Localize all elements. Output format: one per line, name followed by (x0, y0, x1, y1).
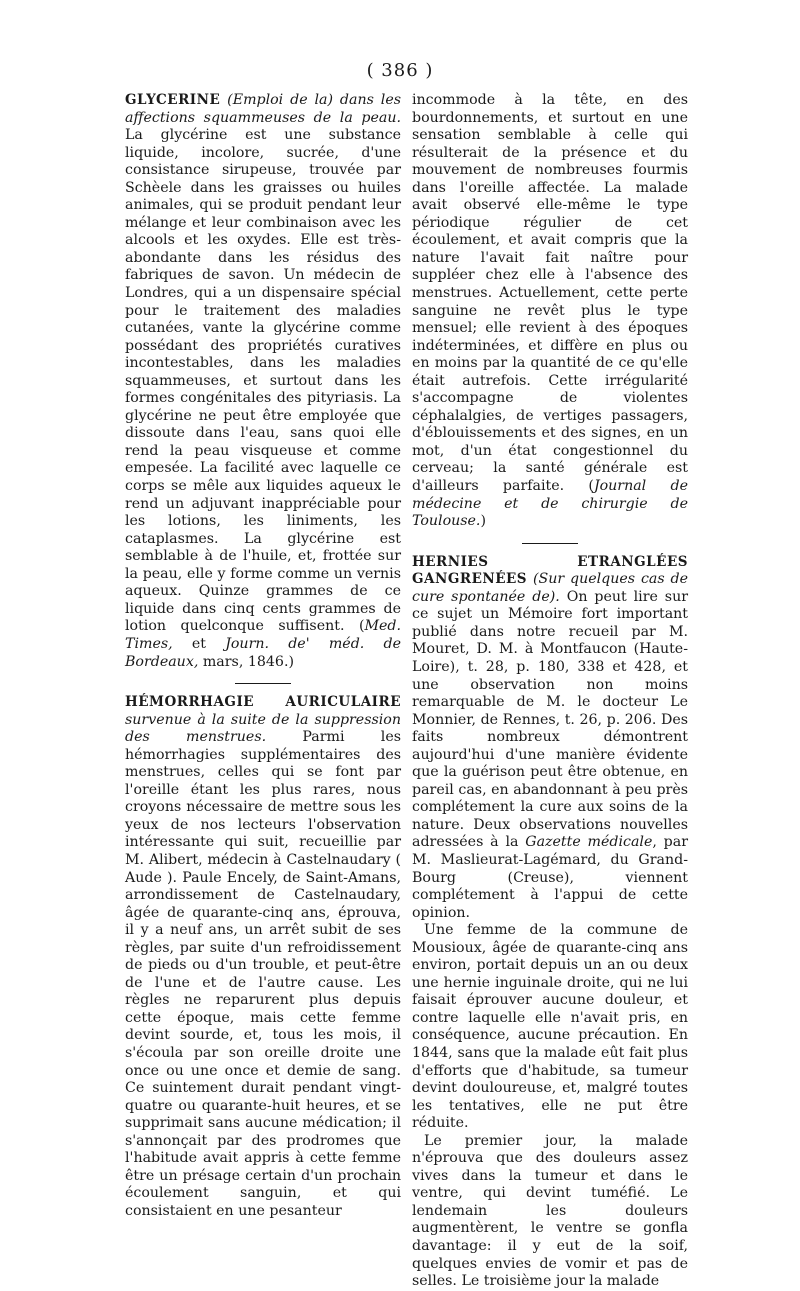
source-connector: et (172, 635, 226, 652)
article-hernies (412, 554, 688, 922)
article-subtitle: (Sur quelques cas de cure spontanée de). (412, 571, 688, 605)
page-number: ( 386 ) (366, 60, 434, 81)
source-citation: Journal de médecine et de chirurgie de Toulouse. (412, 478, 688, 530)
source-date: mars, 1846.) (198, 653, 294, 670)
left-column (125, 92, 401, 1220)
article-continuation (412, 92, 688, 531)
article-glycerine (125, 92, 401, 671)
paragraph-case: Une femme de la commune de Mousioux, âgée de quarante-cinq ans environ, portait depuis un an ou deux une hernie inguinale droite, qui ne lui faisait éprouver aucune douleur, et contre laquelle elle n'avait pris, en conséquence, aucune précaution. En 1844, sans que la malade eût fait plus d'efforts que d'habitude, sa tumeur devint douloureuse, et, malgré toutes les tentatives, elle ne put être réduite. (412, 922, 688, 1132)
article-body: La glycérine est une substance liquide, incolore, sucrée, d'une consistance sirupeuse, trouvée par Schèele dans les graisses ou huiles animales, qui se produit pendant leur mélange et leur combinaison avec les alcools et les oxydes. Elle est très-abondante dans les résidus des fabriques de savon. Un médecin de Londres, qui a un dispensaire spécial pour le traitement des maladies cutanées, vante la glycérine comme possédant des propriétés curatives incontestables, dans les maladies squammeuses, et surtout dans les formes congénitales des pityriasis. La glycérine ne peut être employée que dissoute dans l'eau, sans quoi elle rend la peau visqueuse et comme empesée. La facilité avec laquelle ce corps se mêle aux liquides aqueux le rend un adjuvant inappréciable pour les lotions, les liniments, les cataplasmes. La glycérine est semblable à de l'huile, et, frottée sur la peau, elle y forme comme un vernis aqueux. Quinze grammes de ce liquide dans cinq cents grammes de lotion quelconque suffisent. ( (125, 127, 401, 635)
article-body: On peut lire sur ce sujet un Mémoire fort important publié dans notre recueil par M. Mouret, D. M. à Montfaucon (Haute-Loire), t. 28, p. 180, 338 et 428, et une observation non moins remarquable de M. le docteur Le Monnier, de Rennes, t. 26, p. 206. Des faits nombreux démontrent aujourd'hui d'une manière évidente que la guérison peut être obtenue, en pareil cas, en abandonnant à peu près complétement la cure aux soins de la nature. Deux observations nouvelles adressées à la (412, 588, 688, 851)
section-divider (235, 683, 291, 684)
article-heading: GLYCERINE (125, 92, 221, 108)
section-divider (522, 543, 578, 544)
article-body: Parmi les hémorrhagies supplémentaires des menstrues, celles qui se font par l'oreille étant les plus rares, nous croyons nécessaire de mettre sous les yeux de nos lecteurs l'observation intéressante qui suit, recueillie par M. Alibert, médecin à Castelnaudary ( Aude ). Paule Encely, de Saint-Amans, arrondissement de Castelnaudary, âgée de quarante-cinq ans, éprouva, il y a neuf ans, un arrêt subit de ses règles, par suite d'un refroidissement de pieds ou d'un trouble, et peut-être de l'une et de l'autre cause. Les règles ne reparurent plus depuis cette époque, mais cette femme devint sourde, et, tous les mois, il s'écoula par son oreille droite une once ou une once et demie de sang. Ce suintement durait pendant vingt-quatre ou quarante-huit heures, et se supprimait sans aucune médication; il s'annonçait par des prodromes que l'habitude avait appris à cette femme être un présage certain d'un prochain écoulement sanguin, et qui consistaient en une pesanteur (125, 729, 402, 1219)
journal-name: Gazette médicale (525, 834, 653, 851)
source-citation: Med. Times, (125, 618, 401, 652)
article-subtitle: (Emploi de la) dans les affections squammeuses de la peau. (125, 92, 401, 126)
source-citation-2: Journ. de' méd. de Bordeaux, (125, 635, 401, 670)
article-body-end: , par M. Maslieurat-Lagémard, du Grand-Bourg (Creuse), viennent complétement à l'appui de cette opinion. (412, 834, 689, 921)
source-end: ) (480, 513, 486, 530)
article-subtitle: survenue à la suite de la suppression des menstrues. (125, 711, 401, 746)
article-heading: HÉMORRHAGIE AURICULAIRE (125, 694, 401, 711)
article-body: incommode à la tête, en des bourdonnements, et surtout en une sensation semblable à celle qui résulterait de la présence et du mouvement de nombreuses fourmis dans l'oreille affectée. La malade avait observé elle-même le type périodique régulier de cet écoulement, et avait compris que la nature l'avait fait naître pour suppléer chez elle à l'absence des menstrues. Actuellement, cette perte sanguine ne revêt plus le type mensuel; elle revient à des époques indéterminées, et diffère en plus ou en moins par la quantité de ce qu'elle était autrefois. Cette irrégularité s'accompagne de violentes céphalalgies, de vertiges passagers, d'éblouissements et des signes, en un mot, d'un état congestionnel du cerveau; la santé générale est d'ailleurs parfaite. ( (412, 92, 688, 495)
paragraph-first-day: Le premier jour, la malade n'éprouva que des douleurs assez vives dans la tumeur et dans le ventre, qui devint tuméfié. Le lendemain les douleurs augmentèrent, le ventre se gonfla davantage: il y eut de la soif, quelques envies de vomir et pas de selles. Le troisième jour la malade (412, 1132, 688, 1290)
article-heading: HERNIES ETRANGLÉES GANGRENÉES (412, 553, 688, 588)
article-hemorrhagie (125, 694, 401, 1220)
right-column (412, 92, 688, 1291)
